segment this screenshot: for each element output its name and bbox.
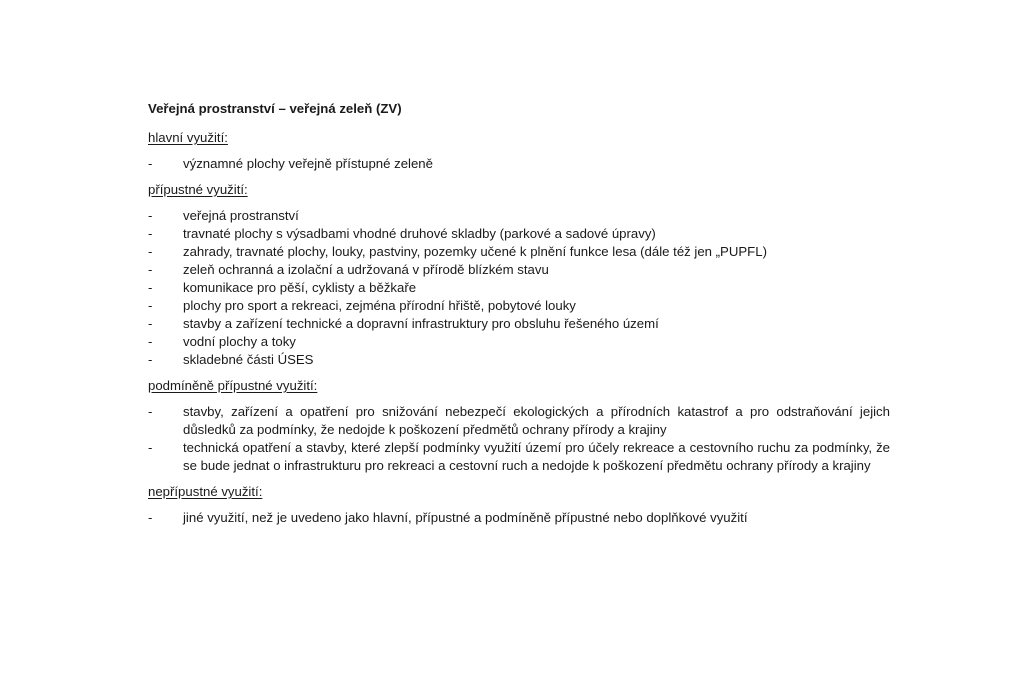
list-dash: -: [148, 404, 153, 419]
list-dash: -: [148, 440, 153, 455]
list-dash: -: [148, 244, 153, 259]
list-dash: -: [148, 352, 153, 367]
list-item: - veřejná prostranství: [148, 208, 299, 223]
list-item: - stavby a zařízení technické a dopravní infrastruktury pro obsluhu řešeného území: [148, 316, 659, 331]
list-item: - zahrady, travnaté plochy, louky, pastviny, pozemky učené k plnění funkce lesa (dále též jen „PUPFL): [148, 244, 767, 259]
document-title: Veřejná prostranství – veřejná zeleň (ZV): [148, 101, 402, 116]
list-item: - jiné využití, než je uvedeno jako hlavní, přípustné a podmíněně přípustné nebo doplňkové využití: [148, 510, 748, 525]
list-dash: -: [148, 156, 153, 171]
section-label-prohibited-use: nepřípustné využití:: [148, 484, 263, 499]
list-main-use: [148, 155, 890, 173]
list-dash: -: [148, 226, 153, 241]
list-dash: -: [148, 510, 153, 525]
section-prohibited-use: [148, 483, 890, 527]
list-item: - vodní plochy a toky: [148, 334, 296, 349]
list-permitted-use: [148, 207, 890, 369]
list-item: - komunikace pro pěší, cyklisty a běžkaře: [148, 280, 417, 295]
section-main-use: [148, 129, 890, 173]
list-item: - stavby, zařízení a opatření pro snižování nebezpečí ekologických a přírodních katastrof a pro odstraňování jejich důsledků za podmínky, že nedojde k poškození předmětů ochrany přírody a krajiny: [148, 404, 890, 437]
list-item: - technická opatření a stavby, které zlepší podmínky využití území pro účely rekreace a cestovního ruchu za podmínky, že se bude jednat o infrastrukturu pro rekreaci a cestovní ruch a nedojde k poškození předmětu ochrany přírody a krajiny: [148, 440, 890, 473]
section-permitted-use: [148, 181, 890, 369]
list-conditional-use: [148, 403, 890, 475]
list-item: - travnaté plochy s výsadbami vhodné druhové skladby (parkové a sadové úpravy): [148, 226, 656, 241]
section-label-conditional-use: podmíněně přípustné využití:: [148, 378, 318, 393]
list-item: - významné plochy veřejně přístupné zeleně: [148, 156, 433, 171]
list-dash: -: [148, 280, 153, 295]
list-item: - skladebné části ÚSES: [148, 352, 314, 367]
section-label-permitted-use: přípustné využití:: [148, 182, 248, 197]
list-dash: -: [148, 316, 153, 331]
list-dash: -: [148, 208, 153, 223]
list-prohibited-use: [148, 509, 890, 527]
section-label-main-use: hlavní využití:: [148, 130, 228, 145]
list-item: - zeleň ochranná a izolační a udržovaná v přírodě blízkém stavu: [148, 262, 549, 277]
list-item: - plochy pro sport a rekreaci, zejména přírodní hřiště, pobytové louky: [148, 298, 576, 313]
document-page: [148, 100, 890, 535]
list-dash: -: [148, 298, 153, 313]
section-conditional-use: [148, 377, 890, 475]
list-dash: -: [148, 262, 153, 277]
list-dash: -: [148, 334, 153, 349]
